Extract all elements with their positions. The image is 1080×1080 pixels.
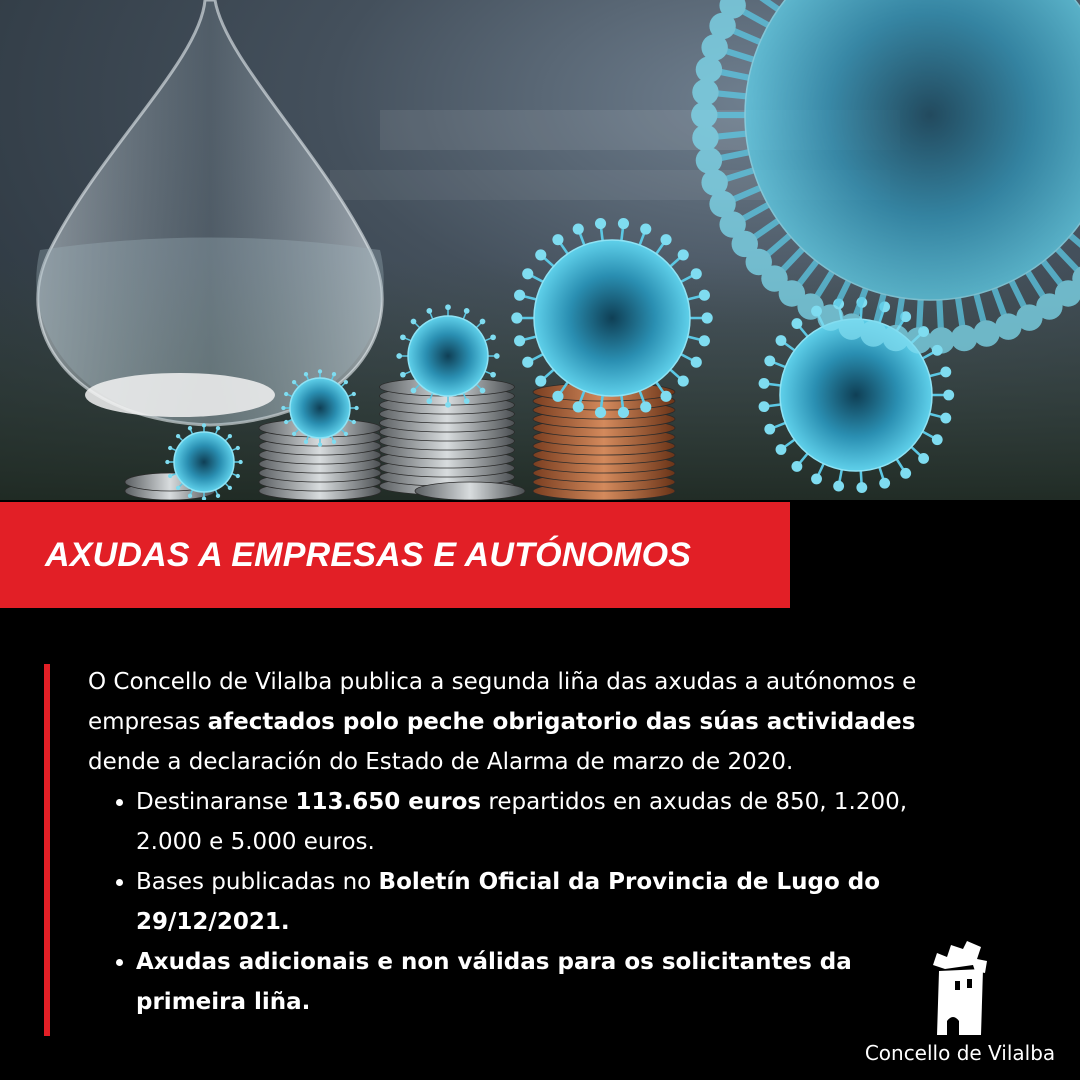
page-title: AXUDAS A EMPRESAS E AUTÓNOMOS: [45, 536, 692, 574]
concello-logo: [855, 935, 1065, 1070]
logo-text: Concello de Vilalba: [864, 1041, 1056, 1065]
title-banner: [0, 502, 790, 608]
intro-paragraph: [88, 662, 948, 782]
hourglass: [36, 0, 384, 425]
intro-bold: afectados polo peche obrigatorio das súas actividades: [207, 709, 916, 735]
virus-particle: [165, 423, 242, 500]
hourglass-coins-virus-illustration: [0, 0, 1080, 500]
intro-text-2: dende a declaración do Estado de Alarma de marzo de 2020.: [88, 749, 794, 775]
bullet-bold: 113.650 euros: [295, 789, 482, 815]
coin-stack: [533, 383, 675, 500]
bullet-bold: Axudas adicionais e non válidas para os solicitantes da primeira liña.: [136, 949, 852, 1015]
list-item: [136, 782, 948, 862]
bullet-list: [88, 782, 948, 1022]
coin-stack: [415, 482, 525, 500]
accent-bar: [44, 664, 50, 1036]
virus-particle: [281, 369, 358, 446]
intro-text-1: O Concello de Vilalba publica a segunda liña das axudas a autónomos e empresas: [88, 669, 917, 735]
bullet-text: repartidos en axudas de 850, 1.200, 2.000 e 5.000 euros.: [136, 789, 908, 855]
list-item: [136, 862, 948, 942]
bullet-text: Bases publicadas no: [136, 869, 379, 895]
list-item: [136, 942, 948, 1022]
bullet-bold: Boletín Oficial da Provincia de Lugo do 29/12/2021.: [136, 869, 881, 935]
header-photo: [0, 0, 1080, 500]
announcement-text: [88, 662, 948, 1022]
tower-icon: [855, 935, 1065, 1040]
bullet-text: Destinaranse: [136, 789, 296, 815]
virus-particle: [396, 304, 499, 407]
